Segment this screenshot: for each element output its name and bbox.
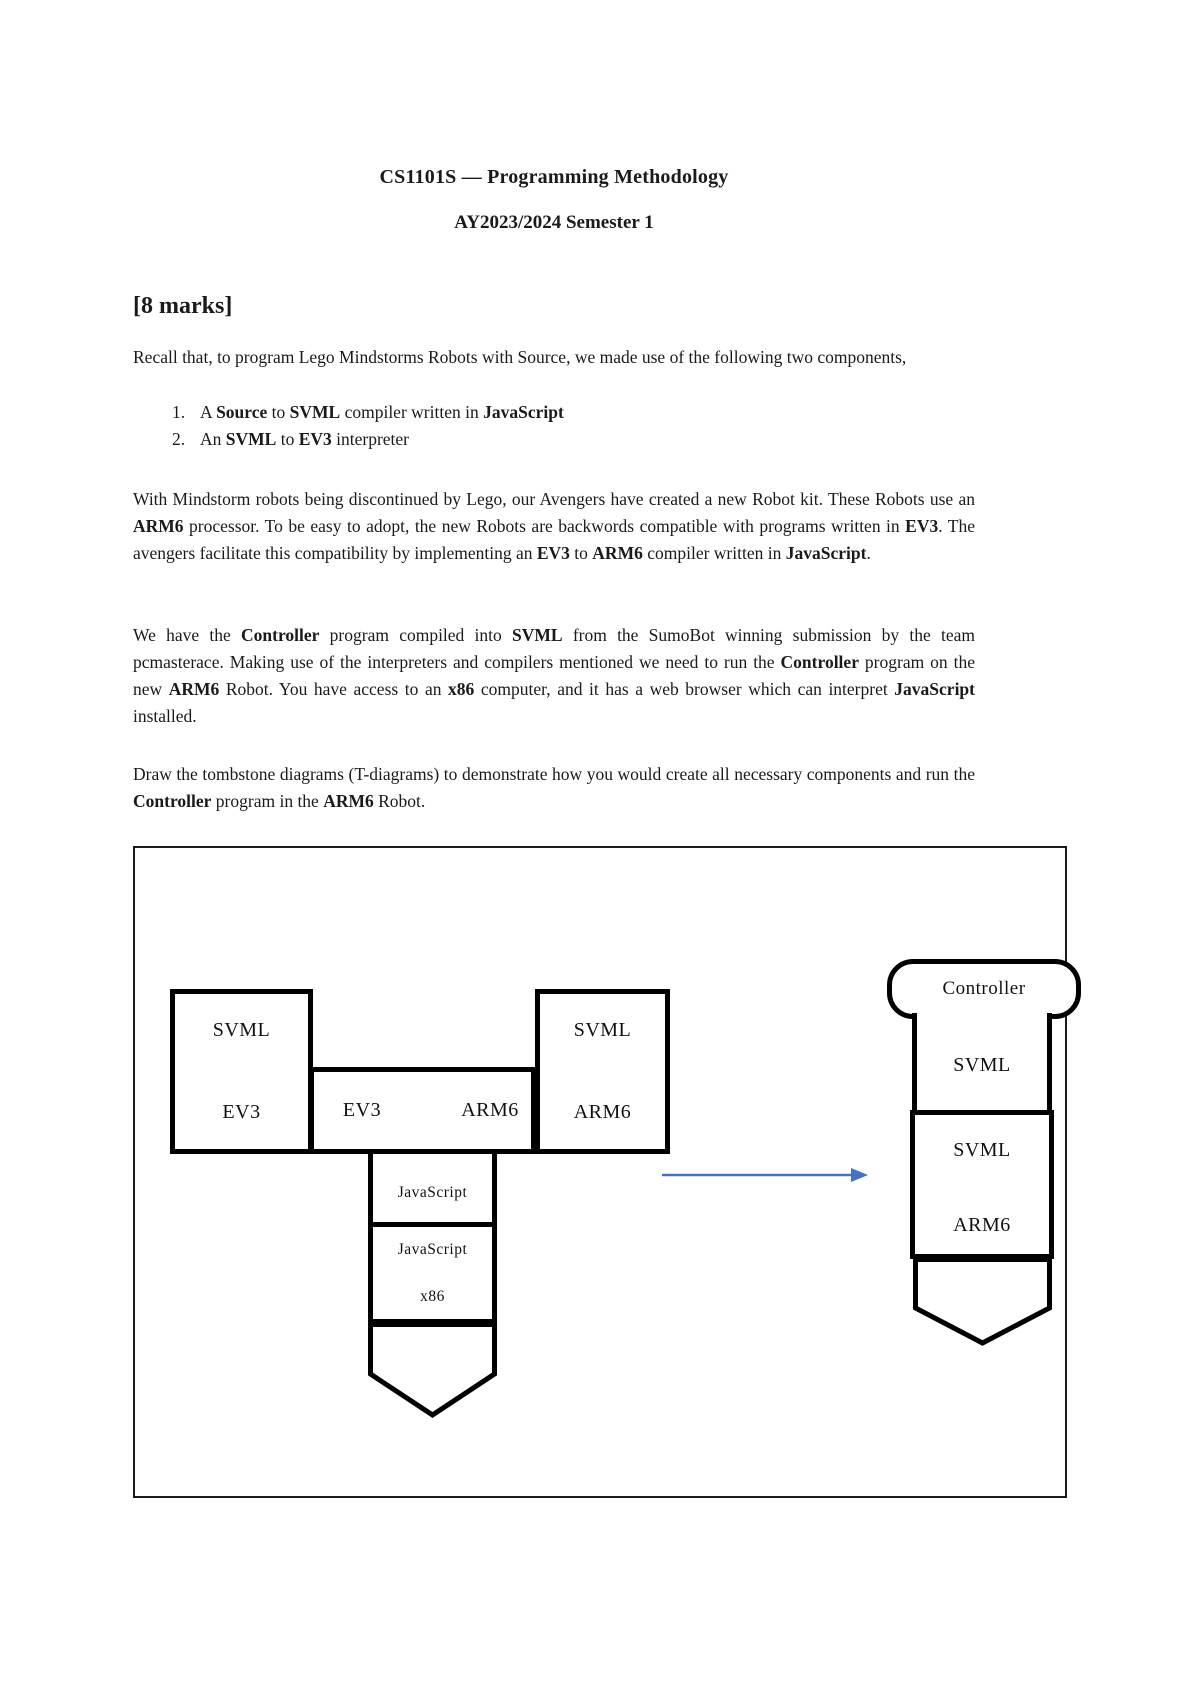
controller-program-shape: [887, 959, 1081, 1019]
diagram-frame: [133, 846, 1067, 1498]
svml-arm6-interpreter-box: [910, 1110, 1054, 1259]
label-svml: SVML: [953, 1054, 1011, 1076]
arm6-machine-shape: [913, 1257, 1052, 1347]
marks-heading: [8 marks]: [133, 293, 233, 319]
list-marker: 2.: [172, 429, 186, 449]
component-list: [133, 399, 975, 453]
compiler-t-bar: [309, 1067, 536, 1154]
label-svml: SVML: [212, 1019, 271, 1041]
intro-paragraph: Recall that, to program Lego Mindstorms Robots with Source, we made use of the following two components,: [133, 347, 907, 367]
semester-subtitle: AY2023/2024 Semester 1: [454, 212, 654, 233]
javascript-x86-interpreter-box: [368, 1222, 497, 1324]
svml-ev3-box: [170, 989, 313, 1154]
label-arm6: ARM6: [573, 1101, 632, 1123]
list-item-text: A Source to SVML compiler written in JavaScript: [200, 402, 564, 422]
label-svml: SVML: [953, 1139, 1011, 1161]
list-item-text: An SVML to EV3 interpreter: [200, 429, 410, 449]
label-ev3: EV3: [222, 1101, 261, 1123]
list-item-interpreter: [133, 426, 975, 453]
label-javascript: JavaScript: [397, 1241, 468, 1258]
list-item-compiler: [133, 399, 975, 426]
controller-language-box: [912, 1013, 1052, 1110]
label-javascript: JavaScript: [397, 1184, 468, 1201]
svml-arm6-box: [535, 989, 670, 1154]
right-arrow-icon: [662, 1166, 870, 1184]
robots-paragraph: With Mindstorm robots being discontinued by Lego, our Avengers have created a new Robot kit. These Robots use an ARM6 processor. To be easy to adopt, the new Robots are backwords compatible with programs written in EV3. The avengers facilitate this compatibility by implementing an EV3 to ARM6 compiler written in JavaScript.: [133, 489, 975, 563]
label-x86: x86: [420, 1288, 445, 1305]
task-paragraph: Draw the tombstone diagrams (T-diagrams) to demonstrate how you would create all necessary components and run the Controller program in the ARM6 Robot.: [133, 764, 975, 811]
list-marker: 1.: [172, 402, 186, 422]
label-ev3: EV3: [342, 1099, 382, 1121]
compiler-t-stem: [368, 1149, 497, 1222]
controller-paragraph: We have the Controller program compiled into SVML from the SumoBot winning submission by the team pcmasterace. Making use of the interpreters and compilers mentioned we need to run the Controller program on the new ARM6 Robot. You have access to an x86 computer, and it has a web browser which can interpret JavaScript installed.: [133, 625, 976, 726]
course-title: CS1101S — Programming Methodology: [379, 166, 729, 188]
label-svml: SVML: [573, 1019, 632, 1041]
label-arm6: ARM6: [953, 1214, 1011, 1236]
label-arm6: ARM6: [461, 1099, 519, 1121]
label-controller: Controller: [942, 978, 1026, 999]
x86-machine-shape: [368, 1322, 497, 1419]
